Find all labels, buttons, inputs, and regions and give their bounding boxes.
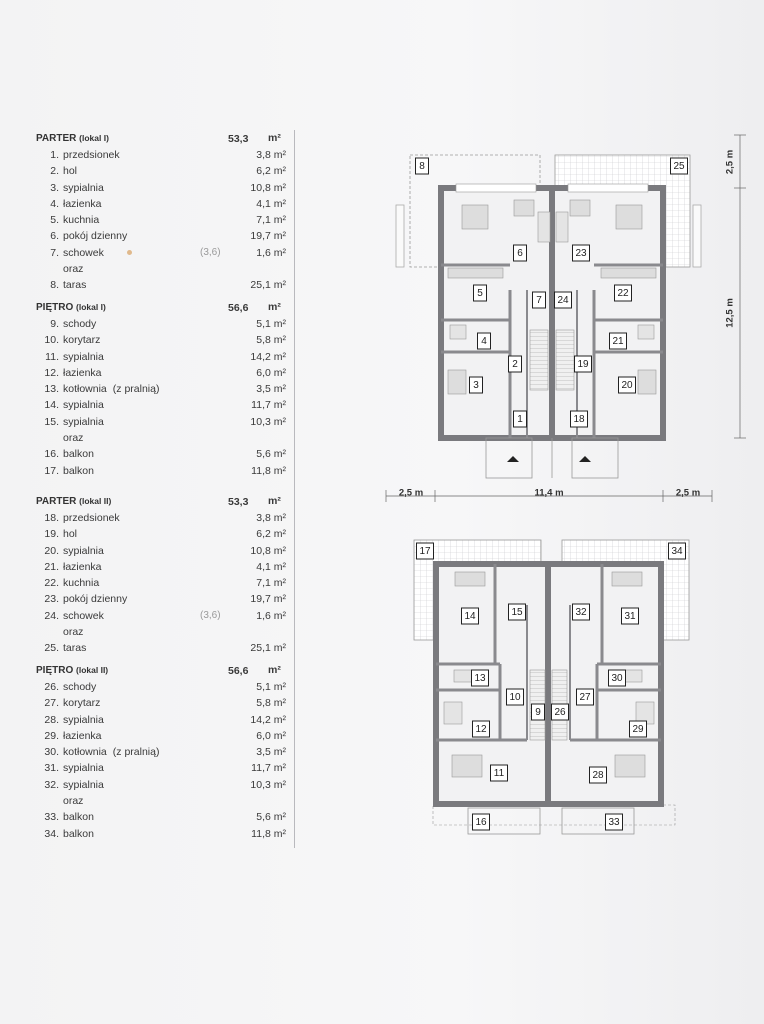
- room-label-6: 6: [517, 248, 523, 259]
- room-height-note: (3,6): [200, 246, 221, 258]
- room-number: 10.: [44, 334, 59, 347]
- room-name-text: kotłownia: [63, 746, 107, 759]
- room-number: 25.: [44, 642, 59, 655]
- section-area-unit: m²: [268, 301, 281, 313]
- room-number: 12.: [44, 366, 59, 379]
- room-name-text: hol: [63, 165, 78, 178]
- room-number: 2.: [50, 165, 59, 178]
- room-number: 1.: [50, 149, 59, 161]
- room-number: 9.: [50, 318, 59, 330]
- room-label-14: 14: [464, 611, 476, 622]
- room-number: 31.: [44, 762, 59, 775]
- room-label-18: 18: [573, 414, 585, 425]
- room-area: 25,1 m²: [250, 642, 286, 655]
- room-number: 18.: [44, 512, 59, 524]
- room-number: 16.: [44, 448, 59, 461]
- room-number: 27.: [44, 697, 59, 710]
- room-number: 13.: [44, 383, 59, 396]
- room-area: 11,8 m²: [251, 827, 286, 840]
- room-label-32: 32: [575, 607, 587, 618]
- room-label-5: 5: [477, 288, 483, 299]
- room-number: 24.: [44, 609, 59, 622]
- room-name-text: schody: [63, 681, 97, 693]
- room-area: 7,1 m²: [256, 577, 286, 590]
- section-subtitle: (lokal I): [79, 133, 109, 143]
- room-number: 4.: [50, 197, 59, 210]
- room-name-text: hol: [63, 528, 78, 541]
- section-area-unit: m²: [268, 495, 281, 507]
- section-subtitle: (lokal II): [76, 665, 109, 675]
- section-area-unit: m²: [268, 664, 281, 676]
- room-name-text: łazienka: [63, 366, 102, 379]
- room-area: 14,2 m²: [250, 350, 286, 363]
- room-label-3: 3: [473, 380, 479, 391]
- room-label-15: 15: [511, 607, 523, 618]
- room-area: 1,6 m²: [256, 246, 286, 259]
- room-label-8: 8: [419, 161, 425, 172]
- room-area: 14,2 m²: [250, 713, 286, 726]
- room-area: 19,7 m²: [250, 230, 286, 243]
- room-name-text: balkon: [63, 448, 94, 461]
- room-label-20: 20: [621, 380, 633, 391]
- dim-side-left: 2,5 m: [398, 487, 424, 499]
- room-area: 5,6 m²: [256, 811, 286, 824]
- room-area: 3,8 m²: [256, 512, 286, 524]
- room-area: 19,7 m²: [250, 593, 286, 606]
- room-area: 3,5 m²: [256, 746, 286, 759]
- section-total-area: 53,3: [228, 133, 249, 145]
- room-name-text: kotłownia: [63, 383, 107, 396]
- room-number: 23.: [44, 593, 59, 606]
- section-total-area: 56,6: [228, 665, 249, 677]
- room-label-9: 9: [535, 707, 541, 718]
- dim-width: 11,4 m: [534, 487, 564, 499]
- section-title-text: PARTER: [36, 133, 77, 144]
- section-subtitle: (lokal II): [79, 496, 112, 506]
- section-total-area: 56,6: [228, 302, 249, 314]
- section-title-text: PIĘTRO: [36, 302, 74, 313]
- room-number: 32.: [44, 778, 59, 791]
- room-number: 6.: [50, 230, 59, 243]
- room-label-26: 26: [554, 707, 566, 718]
- room-area: 4,1 m²: [256, 197, 286, 210]
- room-area: 3,8 m²: [256, 149, 286, 161]
- room-name-text: sypialnia: [63, 415, 104, 428]
- room-area: 1,6 m²: [256, 609, 286, 622]
- room-area: 5,8 m²: [256, 697, 286, 710]
- room-name-text: łazienka: [63, 729, 102, 742]
- room-label-19: 19: [577, 359, 589, 370]
- room-area: 5,1 m²: [256, 681, 286, 693]
- room-name-text: schody: [63, 318, 97, 330]
- room-area: 6,0 m²: [256, 729, 286, 742]
- room-number: 21.: [44, 560, 59, 573]
- room-area: 5,1 m²: [256, 318, 286, 330]
- room-name-text: korytarz: [63, 697, 101, 710]
- section-title-text: PIĘTRO: [36, 665, 74, 676]
- room-label-29: 29: [632, 724, 644, 735]
- room-name-text: łazienka: [63, 560, 102, 573]
- room-label-12: 12: [475, 724, 487, 735]
- room-number: 11.: [45, 350, 59, 363]
- room-label-30: 30: [611, 673, 623, 684]
- room-name-text: kuchnia: [63, 577, 100, 590]
- room-name-text: sypialnia: [63, 181, 104, 194]
- room-number: 20.: [44, 544, 59, 557]
- room-area: 10,8 m²: [250, 181, 286, 194]
- room-label-4: 4: [481, 336, 487, 347]
- dim-top-depth: 2,5 m: [724, 149, 736, 175]
- room-number: 3.: [50, 181, 59, 194]
- dim-main-depth: 12,5 m: [724, 298, 736, 328]
- room-name-text: oraz: [63, 626, 84, 639]
- first-floor-plan: [414, 540, 689, 834]
- room-area: 4,1 m²: [256, 560, 286, 573]
- room-label-23: 23: [575, 248, 587, 259]
- room-name-text: schowek: [63, 246, 104, 259]
- room-area: 10,3 m²: [250, 778, 286, 791]
- room-area: 3,5 m²: [256, 383, 286, 396]
- room-name-text: sypialnia: [63, 713, 104, 726]
- room-label-31: 31: [624, 611, 636, 622]
- dim-side-right: 2,5 m: [675, 487, 701, 499]
- section-total-area: 53,3: [228, 496, 249, 508]
- room-label-34: 34: [671, 546, 683, 557]
- room-name-text: sypialnia: [63, 778, 104, 791]
- room-area: 6,2 m²: [256, 528, 286, 541]
- room-label-28: 28: [592, 770, 604, 781]
- room-number: 7.: [50, 246, 59, 259]
- room-label-25: 25: [673, 161, 685, 172]
- room-name-text: pokój dzienny: [63, 230, 128, 243]
- room-name-text: oraz: [63, 432, 84, 445]
- room-label-22: 22: [617, 288, 629, 299]
- room-name-text: taras: [63, 279, 87, 292]
- room-name-note: (z pralnią): [112, 746, 160, 759]
- ground-floor-plan: [396, 155, 701, 478]
- room-area: 7,1 m²: [256, 214, 286, 227]
- room-height-note: (3,6): [200, 609, 221, 621]
- room-name-text: sypialnia: [63, 544, 104, 557]
- room-name-text: pokój dzienny: [63, 593, 128, 606]
- section-subtitle: (lokal I): [76, 302, 106, 312]
- room-name-text: korytarz: [63, 334, 101, 347]
- room-name-text: schowek: [63, 609, 104, 622]
- room-number: 26.: [44, 681, 59, 693]
- room-label-13: 13: [474, 673, 486, 684]
- room-name-text: sypialnia: [63, 762, 104, 775]
- room-label-2: 2: [512, 359, 518, 370]
- room-name-text: przedsionek: [63, 512, 120, 524]
- room-area: 5,8 m²: [256, 334, 286, 347]
- room-number: 34.: [44, 827, 59, 840]
- room-label-21: 21: [612, 336, 624, 347]
- room-number: 28.: [44, 713, 59, 726]
- room-number: 5.: [50, 214, 59, 227]
- room-label-27: 27: [579, 692, 591, 703]
- room-area: 10,3 m²: [250, 415, 286, 428]
- room-name-text: przedsionek: [63, 149, 120, 161]
- room-area: 6,2 m²: [256, 165, 286, 178]
- room-area: 6,0 m²: [256, 366, 286, 379]
- room-number: 30.: [44, 746, 59, 759]
- section-title-text: PARTER: [36, 496, 77, 507]
- room-area: 5,6 m²: [256, 448, 286, 461]
- room-area: 11,7 m²: [251, 762, 286, 775]
- room-number: 8.: [50, 279, 59, 292]
- room-label-11: 11: [493, 768, 505, 779]
- room-label-10: 10: [509, 692, 521, 703]
- room-number: 29.: [44, 729, 59, 742]
- room-name-text: oraz: [63, 795, 84, 808]
- room-name-note: (z pralnią): [112, 383, 160, 396]
- room-name-text: balkon: [63, 811, 94, 824]
- room-number: 15.: [44, 415, 59, 428]
- room-name-text: balkon: [63, 464, 94, 477]
- room-label-1: 1: [517, 414, 523, 425]
- room-name-text: kuchnia: [63, 214, 100, 227]
- room-area: 11,8 m²: [251, 464, 286, 477]
- room-name-text: sypialnia: [63, 399, 104, 412]
- room-label-7: 7: [536, 295, 542, 306]
- room-area: 11,7 m²: [251, 399, 286, 412]
- room-number: 17.: [44, 464, 59, 477]
- room-label-24: 24: [557, 295, 569, 306]
- room-name-text: sypialnia: [63, 350, 104, 363]
- room-name-text: taras: [63, 642, 87, 655]
- section-area-unit: m²: [268, 132, 281, 144]
- room-number: 22.: [44, 577, 59, 590]
- room-name-text: balkon: [63, 827, 94, 840]
- room-area: 10,8 m²: [250, 544, 286, 557]
- room-label-33: 33: [608, 817, 620, 828]
- room-area: 25,1 m²: [250, 279, 286, 292]
- room-number: 14.: [44, 399, 59, 412]
- room-label-17: 17: [419, 546, 431, 557]
- room-name-text: łazienka: [63, 197, 102, 210]
- room-label-16: 16: [475, 817, 487, 828]
- room-number: 33.: [44, 811, 59, 824]
- room-name-text: oraz: [63, 263, 84, 276]
- room-number: 19.: [44, 528, 59, 541]
